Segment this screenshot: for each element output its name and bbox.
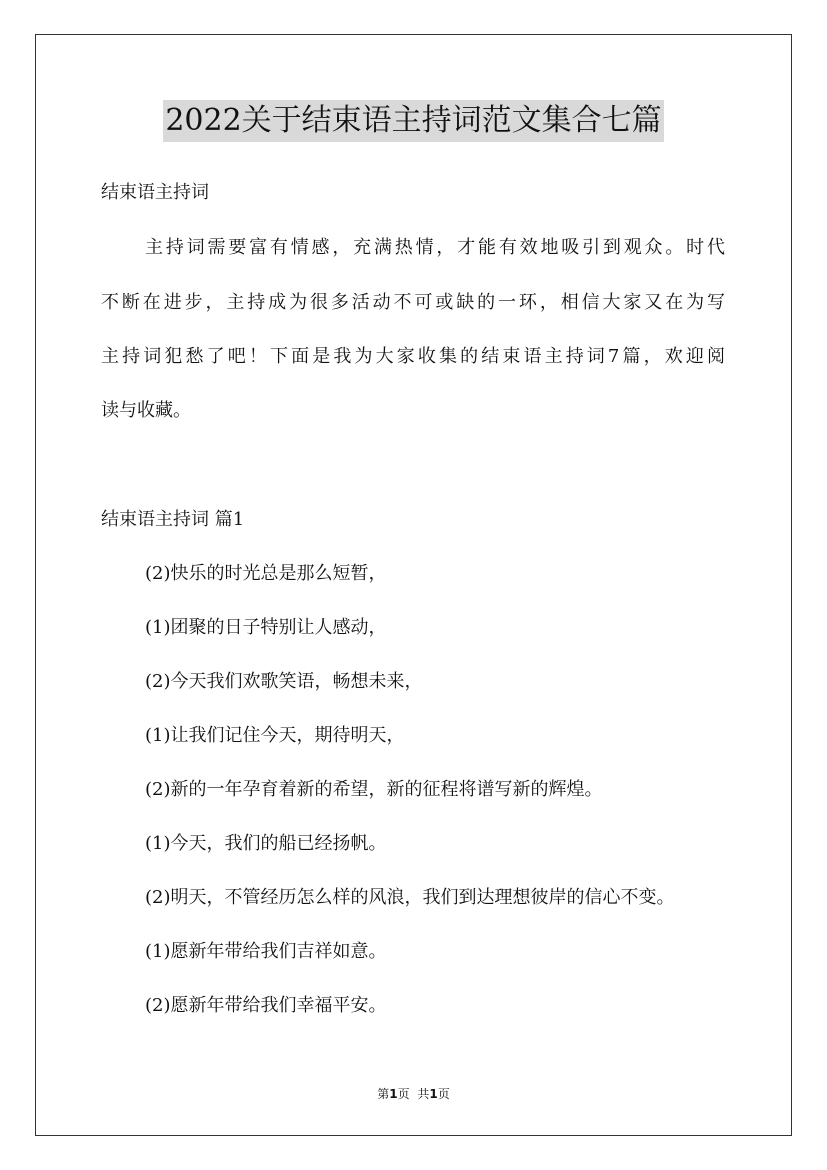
list-item: (2)明天，不管经历怎么样的风浪，我们到达理想彼岸的信心不变。 bbox=[145, 887, 675, 908]
document-title: 2022关于结束语主持词范文集合七篇 bbox=[163, 100, 663, 142]
list-item: (2)愿新年带给我们幸福平安。 bbox=[145, 995, 387, 1016]
footer-total-unit: 页 bbox=[437, 1087, 450, 1101]
list-item: (1)团聚的日子特别让人感动， bbox=[145, 617, 387, 638]
footer-total-prefix: 共 bbox=[417, 1087, 430, 1101]
section-heading: 结束语主持词 bbox=[101, 182, 209, 203]
intro-line-3: 主持词犯愁了吧！下面是我为大家收集的结束语主持词7篇，欢迎阅 bbox=[101, 346, 725, 367]
list-item: (1)今天，我们的船已经扬帆。 bbox=[145, 833, 387, 854]
footer-page-unit: 页 bbox=[397, 1087, 410, 1101]
footer-page-number: 1 bbox=[389, 1087, 398, 1101]
footer-prefix: 第 bbox=[377, 1087, 390, 1101]
list-item: (1)让我们记住今天，期待明天， bbox=[145, 725, 405, 746]
list-item: (1)愿新年带给我们吉祥如意。 bbox=[145, 941, 387, 962]
intro-line-4: 读与收藏。 bbox=[101, 400, 191, 421]
list-item: (2)快乐的时光总是那么短暂， bbox=[145, 563, 387, 584]
part-heading: 结束语主持词 篇1 bbox=[101, 509, 245, 530]
intro-line-1: 主持词需要富有情感，充满热情，才能有效地吸引到观众。时代 bbox=[145, 237, 725, 258]
intro-line-2: 不断在进步，主持成为很多活动不可或缺的一环，相信大家又在为写 bbox=[101, 292, 725, 313]
footer-total-number: 1 bbox=[429, 1087, 438, 1101]
list-item: (2)今天我们欢歌笑语，畅想未来， bbox=[145, 671, 423, 692]
title-container bbox=[0, 100, 827, 142]
list-item: (2)新的一年孕育着新的希望，新的征程将谱写新的辉煌。 bbox=[145, 779, 603, 800]
page-footer bbox=[0, 1085, 827, 1102]
